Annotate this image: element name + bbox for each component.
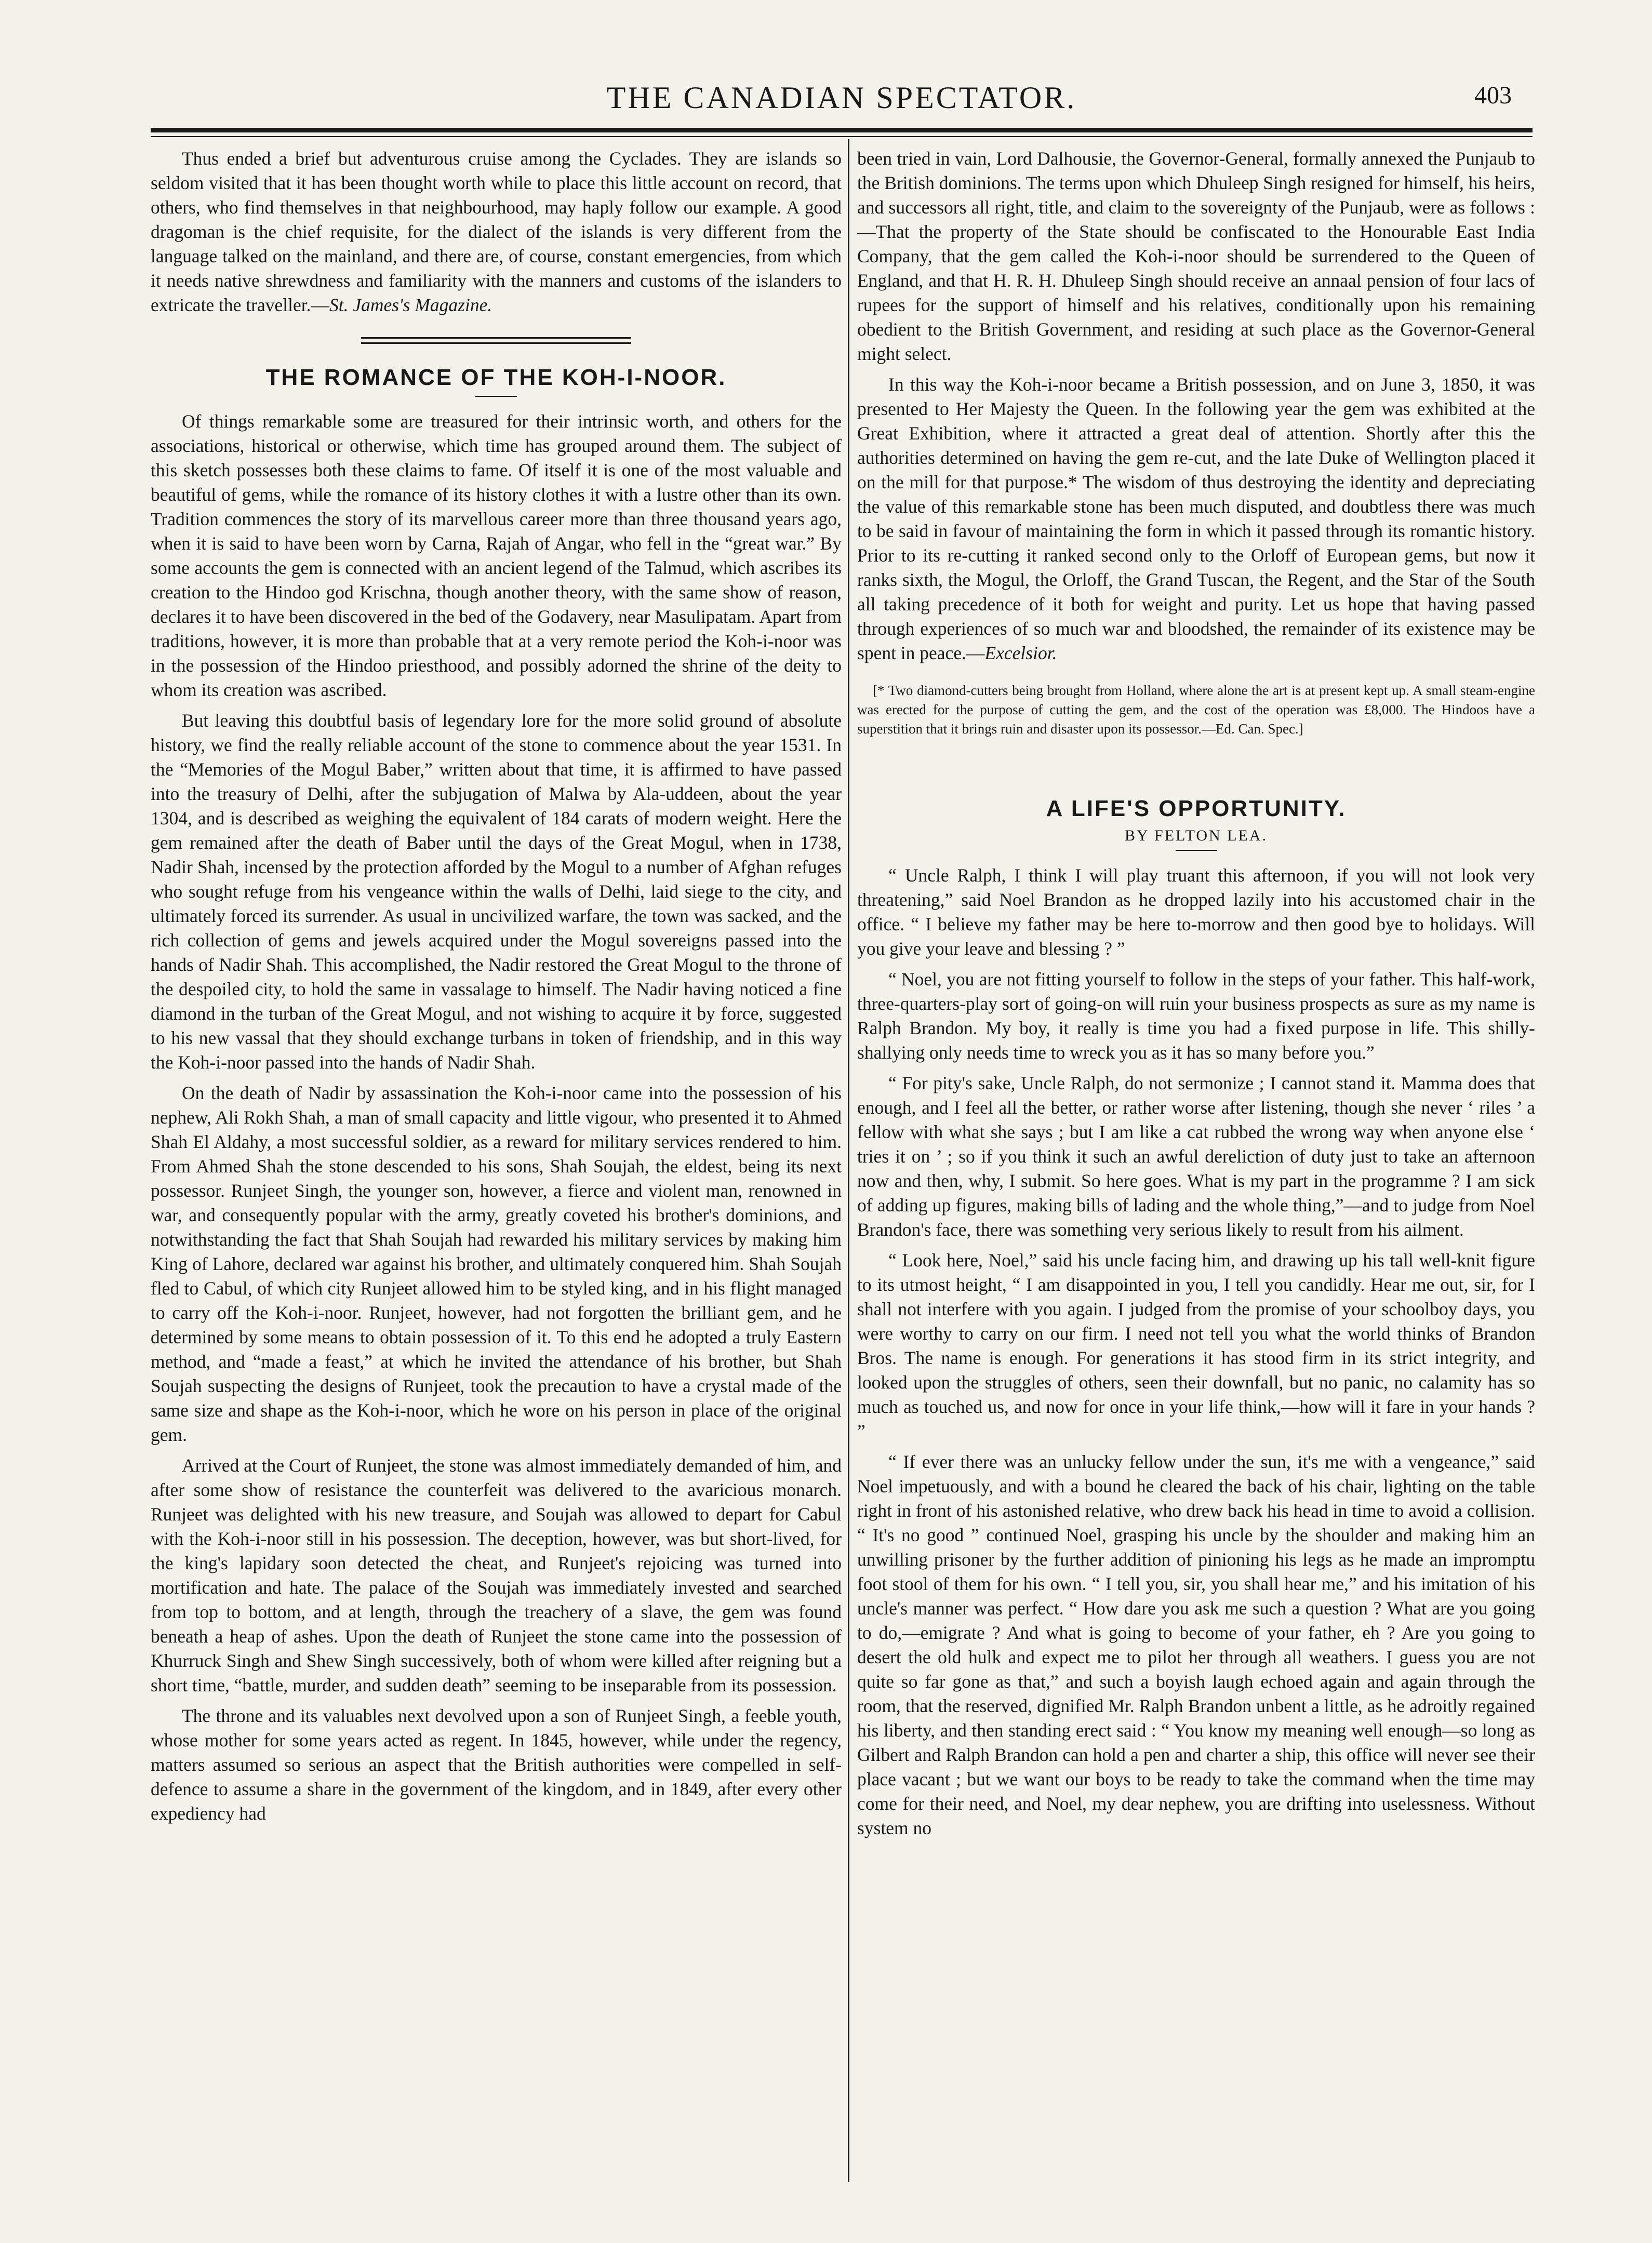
section-separator: [361, 337, 631, 344]
left-column: [151, 146, 842, 1826]
intro-paragraph: Thus ended a brief but adventurous cruise among the Cyclades. They are islands so seldom visited that it has been thought worth while to place this little account on record, that others, who find themselves in that neighbourhood, may haply follow our example. A good dragoman is the chief requisite, for the dialect of the islands is very different from the language talked on the mainland, and there are, of course, constant emergencies, from which it needs native shrewdness and familiarity with the manners and customs of the islanders to extricate the traveller.—St. James's Magazine.: [151, 148, 842, 315]
story-paragraph: “ For pity's sake, Uncle Ralph, do not sermonize ; I cannot stand it. Mamma does that enough, and I feel all the better, or rather worse after listening, though she never ‘ riles ’ a fellow with what she says ; but I am like a cat rubbed the wrong way when anyone else ‘ tries it on ’ ; so if you think it such an awful dereliction of duty just to take an afternoon now and then, why, I submit. So here goes. What is my part in the programme ? I am sick of adding up figures, making bills of lading and the whole thing,”—and to judge from Noel Brandon's face, there was something very serious likely to result from his ailment.: [857, 1073, 1535, 1240]
masthead: [151, 78, 1533, 125]
koh-i-noor-paragraph: The throne and its valuables next devolved upon a son of Runjeet Singh, a feeble youth, whose mother for some years acted as regent. In 1845, however, while under the regency, matters assumed so serious an aspect that the British authorities were compelled in self-defence to assume a share in the government of the kingdom, and in 1849, after every other expediency had: [151, 1705, 842, 1824]
byline-rule: [1176, 850, 1217, 851]
heading-rule: [475, 396, 517, 397]
publication-title: THE CANADIAN SPECTATOR.: [606, 81, 1077, 115]
koh-i-noor-continued-paragraph: been tried in vain, Lord Dalhousie, the Governor-General, formally annexed the Punjaub to the British dominions. The terms upon which Dhuleep Singh resigned for himself, his heirs, and successors all right, title, and claim to the sovereignty of the Punjaub, were as follows :—That the property of the State should be confiscated to the Honourable East India Company, that the gem called the Koh-i-noor should be surrendered to the Queen of England, and that H. R. H. Dhuleep Singh should receive an annaal pension of four lacs of rupees for the support of himself and his relatives, conditionally upon his remaining obedient to the British Government, and residing at such place as the Governor-General might select.: [857, 148, 1535, 364]
koh-i-noor-paragraph: Of things remarkable some are treasured for their intrinsic worth, and others for the associations, historical or otherwise, which time has grouped around them. The subject of this sketch possesses both these claims to fame. Of itself it is one of the most valuable and beautiful of gems, while the romance of its history clothes it with a lustre other than its own. Tradition commences the story of its marvellous career more than three thousand years ago, when it is said to have been worn by Carna, Rajah of Angar, who fell in the “great war.” By some accounts the gem is connected with an ancient legend of the Talmud, which ascribes its creation to the Hindoo god Krischna, though another theory, with the same show of reason, declares it to have been discovered in the bed of the Godavery, near Masulipatam. Apart from traditions, however, it is more than probable that at a very remote period the Koh-i-noor was in the possession of the Hindoo priesthood, and possibly adorned the shrine of the deity to whom its creation was ascribed.: [151, 411, 842, 700]
story-paragraph: “ Noel, you are not fitting yourself to follow in the steps of your father. This half-work, three-quarters-play sort of going-on will ruin your business prospects as sure as my name is Ralph Brandon. My boy, it really is time you had a fixed purpose in life. This shilly-shallying only needs time to wreck you as it has so many before you.”: [857, 969, 1535, 1063]
column-divider: [848, 139, 849, 2182]
story-paragraph: “ If ever there was an unlucky fellow under the sun, it's me with a vengeance,” said Noel impetuously, and with a bound he cleared the back of his chair, lighting on the table right in front of his astonished relative, who drew back his head in time to avoid a collision. “ It's no good ” continued Noel, grasping his uncle by the shoulder and making him an unwilling prisoner by the further addition of pinioning his legs as he made an impromptu foot stool of them for his own. “ I tell you, sir, you shall hear me,” and his imitation of his uncle's manner was perfect. “ How dare you ask me such a question ? What are you going to do,—emigrate ? And what is going to become of your father, eh ? Are you going to desert the old hulk and expect me to pilot her through all weathers. I guess you are not quite so far gone as that,” and such a boyish laugh echoed again and again through the room, that the reserved, dignified Mr. Ralph Brandon unbent a little, as he adroitly regained his liberty, and then standing erect said : “ You know my meaning well enough—so long as Gilbert and Ralph Brandon can hold a pen and charter a ship, this office will never see their place vacant ; but we want our boys to be ready to take the command when the time may come for their need, and Noel, my dear nephew, you are drifting into uselessness. Without system no: [857, 1451, 1535, 1838]
story-paragraph: “ Uncle Ralph, I think I will play truant this afternoon, if you will not look very threatening,” said Noel Brandon as he dropped lazily into his accustomed chair in the office. “ I believe my father may be here to-morrow and then good bye to holidays. Will you give your leave and blessing ? ”: [857, 865, 1535, 959]
koh-i-noor-paragraph: But leaving this doubtful basis of legendary lore for the more solid ground of absolute history, we find the really reliable account of the stone to commence about the year 1531. In the “Memories of the Mogul Baber,” written about that time, it is affirmed to have passed into the treasury of Delhi, after the subjugation of Malwa by Ala-uddeen, about the year 1304, and is described as weighing the equivalent of 184 carats of modern weight. Here the gem remained after the death of Baber until the days of the Great Mogul, when in 1738, Nadir Shah, incensed by the protection afforded by the Mogul to a number of Afghan refuges who sought refuge from his vengeance within the walls of Delhi, laid siege to the city, and ultimately forced its surrender. As usual in uncivilized warfare, the town was sacked, and the rich collection of gems and jewels acquired under the Mogul sovereigns passed into the hands of Nadir Shah. This accomplished, the Nadir restored the Great Mogul to the throne of the despoiled city, to hold the same in vassalage to himself. The Nadir having noticed a fine diamond in the turban of the Great Mogul, and not wishing to acquire it by force, suggested to his new vassal that they should exchange turbans in token of friendship, and in this way the Koh-i-noor passed into the hands of Nadir Shah.: [151, 710, 842, 1073]
story-paragraph: “ Look here, Noel,” said his uncle facing him, and drawing up his tall well-knit figure to its utmost height, “ I am disappointed in you, I tell you candidly. Hear me out, sir, for I shall not interfere with you again. I judged from the promise of your schoolboy days, you were worthy to carry on our firm. I need not tell you what the world thinks of Brandon Bros. The name is enough. For generations it has stood firm in its strict integrity, and looked upon the struggles of others, seen their downfall, but no panic, no calamity has so much as touched us, and now for once in your life think,—how will it fare in your hands ? ”: [857, 1250, 1535, 1441]
article-heading-lifes-opportunity: A LIFE'S OPPORTUNITY.: [1046, 796, 1347, 821]
article-source: Excelsior.: [984, 643, 1057, 663]
koh-i-noor-paragraph: On the death of Nadir by assassination the Koh-i-noor came into the possession of his nephew, Ali Rokh Shah, a man of small capacity and little vigour, who presented it to Ahmed Shah El Aldahy, a most successful soldier, as a reward for military services rendered to him. From Ahmed Shah the stone descended to his sons, Shah Soujah, the eldest, being its next possessor. Runjeet Singh, the younger son, however, a fierce and violent man, renowned in war, and consequently popular with the army, greatly coveted his brother's dominions, and notwithstanding the fact that Shah Soujah had rewarded his military services by making him King of Lahore, declared war against his brother, and ultimately conquered him. Shah Soujah fled to Cabul, of which city Runjeet allowed him to be styled king, and in his flight managed to carry off the Koh-i-noor. Runjeet, however, had not forgotten the brilliant gem, and he determined by some means to obtain possession of it. To this end he adopted a truly Eastern method, and “made a feast,” at which he invited the attendance of his brother, but Shah Soujah suspecting the designs of Runjeet, took the precaution to have a crystal made of the same size and shape as the Koh-i-noor, which he wore on his person in place of the original gem.: [151, 1083, 842, 1445]
masthead-rule-thick: [151, 128, 1533, 132]
koh-i-noor-continued-paragraph: In this way the Koh-i-noor became a British possession, and on June 3, 1850, it was presented to Her Majesty the Queen. In the following year the gem was exhibited at the Great Exhibition, where it attracted a great deal of attention. Shortly after this the authorities determined on having the gem re-cut, and the late Duke of Wellington placed it on the mill for that purpose.* The wisdom of thus destroying the identity and depreciating the value of this remarkable stone has been much disputed, and doubtless there was much to be said in favour of maintaining the form in which it passed through its romantic history. Prior to its re-cutting it ranked second only to the Orloff of European gems, but now it ranks sixth, the Mogul, the Orloff, the Grand Tuscan, the Regent, and the Star of the South all taking precedence of it both for weight and purity. Let us hope that having passed through experiences of so much war and bloodshed, the remainder of its existence may be spent in peace.—Excelsior.: [857, 374, 1535, 663]
editor-footnote: [* Two diamond-cutters being brought from Holland, where alone the art is at present kept up. A small steam-engine was erected for the purpose of cutting the gem, and the cost of the operation was £8,000. The Hindoos have a superstition that it brings ruin and disaster upon its possessor.—Ed. Can. Spec.]: [857, 683, 1535, 737]
koh-i-noor-paragraph: Arrived at the Court of Runjeet, the stone was almost immediately demanded of him, and after some show of resistance the counterfeit was delivered to the avaricious monarch. Runjeet was delighted with his new treasure, and Soujah was allowed to depart for Cabul with the Koh-i-noor still in his possession. The deception, however, was but short-lived, for the king's lapidary soon detected the cheat, and Runjeet's rejoicing was turned into mortification and hate. The palace of the Soujah was immediately invested and searched from top to bottom, and at length, through the treachery of a slave, the gem was found beneath a heap of ashes. Upon the death of Runjeet the stone came into the possession of Khurruck Singh and Shew Singh successively, both of whom were killed after reigning but a short time, “battle, murder, and sudden death” seeming to be inseparable from its possession.: [151, 1455, 842, 1695]
page-number: 403: [1474, 82, 1512, 109]
masthead-rule-thin: [151, 136, 1533, 137]
right-column: [857, 146, 1535, 1840]
intro-source: St. James's Magazine.: [329, 295, 492, 315]
byline: BY FELTON LEA.: [1124, 827, 1268, 844]
article-heading-koh-i-noor: THE ROMANCE OF THE KOH-I-NOOR.: [265, 365, 727, 390]
